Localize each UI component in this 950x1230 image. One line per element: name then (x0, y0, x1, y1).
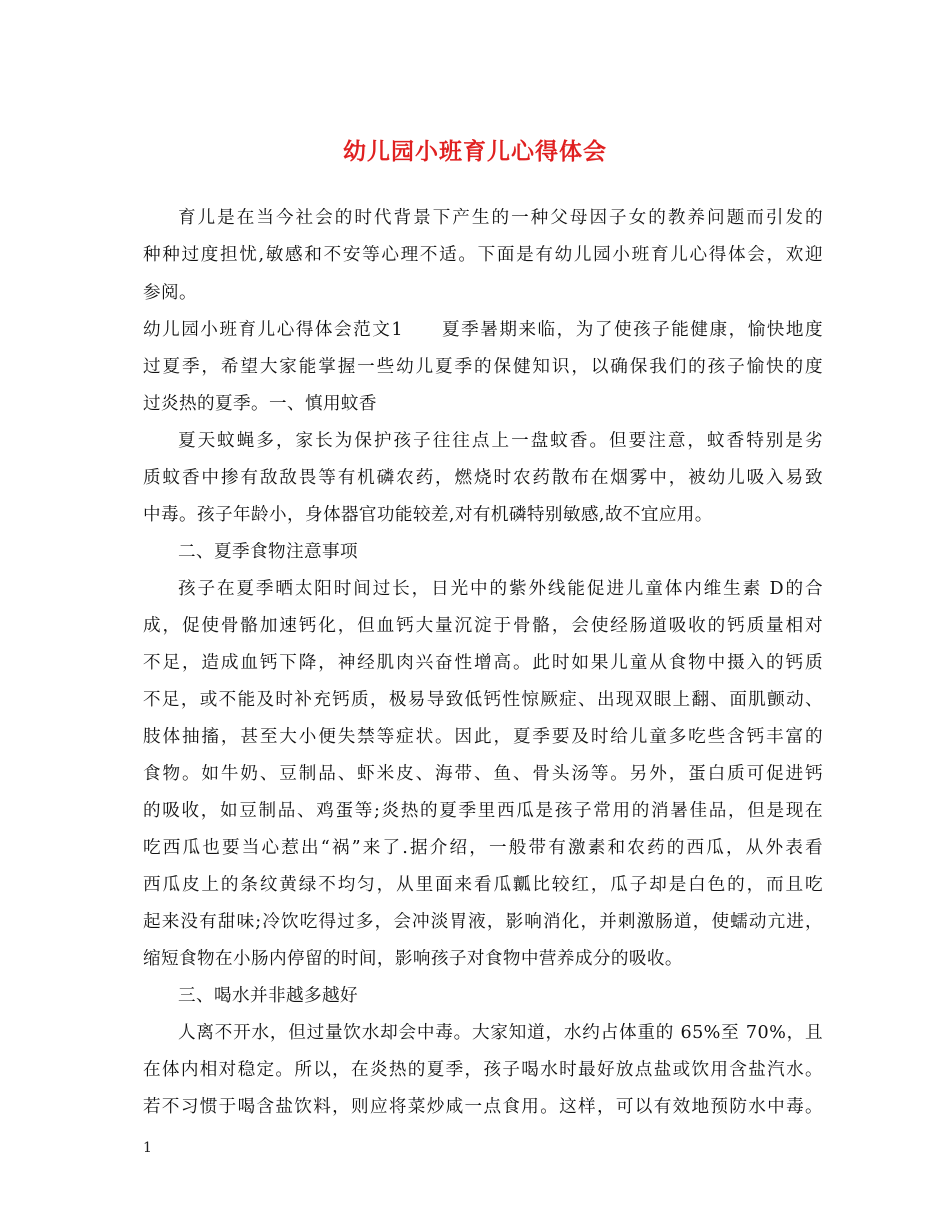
paragraph-line: 缩短食物在小肠内停留的时间，影响孩子对食物中营养成分的吸收。 (143, 949, 683, 969)
paragraph-line (143, 318, 823, 342)
paragraph-line: 育儿是在当今社会的时代背景下产生的一种父母因子女的教养问题而引发的 (178, 208, 823, 228)
paragraph-line: 中毒。孩子年龄小，身体器官功能较差,对有机磷特别敏感,故不宜应用。 (143, 505, 713, 525)
section-heading: 二、夏季食物注意事项 (178, 542, 358, 562)
paragraph-text: 夏季暑期来临，为了使孩子能健康，愉快地度 (440, 320, 823, 340)
paragraph-line: 质蚊香中掺有敌敌畏等有机磷农药，燃烧时农药散布在烟雾中，被幼儿吸入易致 (143, 468, 823, 488)
paragraph-line: 食物。如牛奶、豆制品、虾米皮、海带、鱼、骨头汤等。另外，蛋白质可促进钙 (143, 764, 823, 784)
page-number: 1 (143, 1140, 152, 1156)
paragraph-line: 若不习惯于喝含盐饮料，则应将菜炒咸一点食用。这样，可以有效地预防水中毒。 (143, 1097, 823, 1117)
paragraph-line: 成，促使骨骼加速钙化，但血钙大量沉淀于骨骼，会使经肠道吸收的钙质量相对 (143, 616, 823, 636)
paragraph-line: 种种过度担忧,敏感和不安等心理不适。下面是有幼儿园小班育儿心得体会，欢迎 (143, 245, 823, 265)
paragraph-line: 的吸收，如豆制品、鸡蛋等;炎热的夏季里西瓜是孩子常用的消暑佳品，但是现在 (143, 801, 823, 821)
section-heading: 幼儿园小班育儿心得体会范文1 (143, 320, 403, 340)
paragraph-line: 西瓜皮上的条纹黄绿不均匀，从里面来看瓜瓤比较红，瓜子却是白色的，而且吃 (143, 875, 823, 895)
paragraph-line: 夏天蚊蝇多，家长为保护孩子往往点上一盘蚊香。但要注意，蚊香特别是劣 (178, 431, 823, 451)
paragraph-line: 吃西瓜也要当心惹出“祸”来了.据介绍，一般带有激素和农药的西瓜，从外表看 (143, 838, 823, 858)
section-heading: 三、喝水并非越多越好 (178, 986, 358, 1006)
paragraph-line: 不足，造成血钙下降，神经肌肉兴奋性增高。此时如果儿童从食物中摄入的钙质 (143, 653, 823, 673)
paragraph-line: 参阅。 (143, 283, 197, 303)
paragraph-line: 过夏季，希望大家能掌握一些幼儿夏季的保健知识，以确保我们的孩子愉快的度 (143, 357, 823, 377)
paragraph-line: 起来没有甜味;冷饮吃得过多，会冲淡胃液，影响消化，并刺激肠道，使蠕动亢进， (143, 912, 823, 932)
page-title: 幼儿园小班育儿心得体会 (343, 138, 607, 165)
paragraph-line: 孩子在夏季晒太阳时间过长，日光中的紫外线能促进儿童体内维生素 D的合 (178, 579, 823, 599)
paragraph-line: 肢体抽搐，甚至大小便失禁等症状。因此，夏季要及时给儿童多吃些含钙丰富的 (143, 727, 823, 747)
paragraph-line: 不足，或不能及时补充钙质，极易导致低钙性惊厥症、出现双眼上翻、面肌颤动、 (143, 690, 823, 710)
paragraph-line: 在体内相对稳定。所以，在炎热的夏季，孩子喝水时最好放点盐或饮用含盐汽水。 (143, 1060, 823, 1080)
paragraph-line: 人离不开水，但过量饮水却会中毒。大家知道，水约占体重的 65%至 70%，且 (178, 1023, 823, 1043)
paragraph-line: 过炎热的夏季。一、慎用蚊香 (143, 394, 377, 414)
